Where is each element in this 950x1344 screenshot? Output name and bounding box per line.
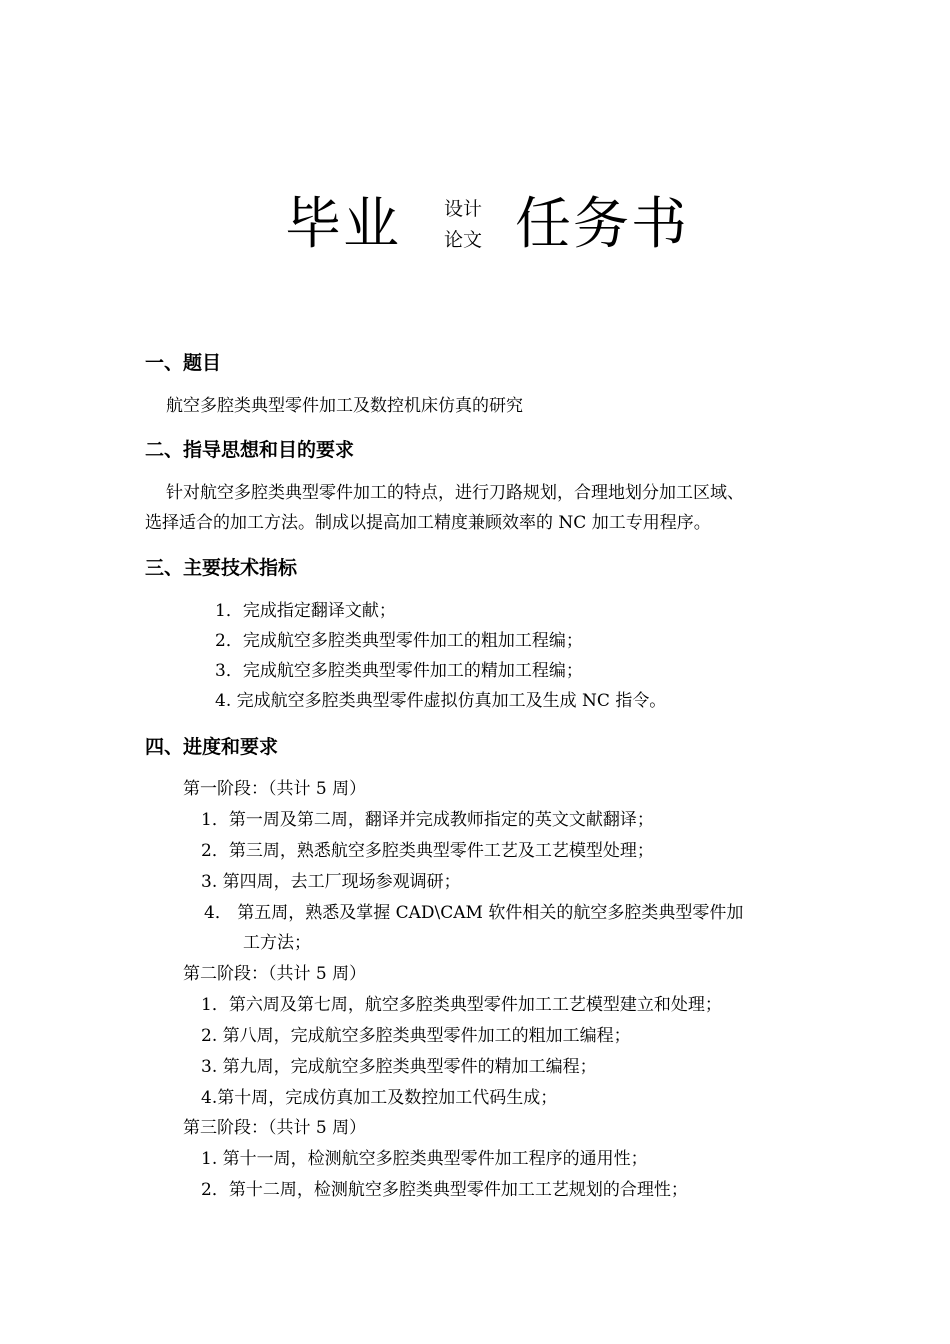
phase3-item: 1. 第十一周，检测航空多腔类典型零件加工程序的通用性； [201, 1149, 648, 1169]
phase3-label: 第三阶段：（共计 5 周） [183, 1118, 367, 1138]
indicator-item: 1．完成指定翻译文献； [215, 601, 396, 621]
phase1-item: 2．第三周，熟悉航空多腔类典型零件工艺及工艺模型处理； [201, 841, 654, 861]
phase1-item: 4． 第五周，熟悉及掌握 CAD\CAM 软件相关的航空多腔类典型零件加 [204, 903, 744, 923]
indicator-item: 2．完成航空多腔类典型零件加工的粗加工程编； [215, 631, 583, 651]
phase2-item: 4.第十周，完成仿真加工及数控加工代码生成； [201, 1088, 558, 1108]
phase2-item: 2. 第八周，完成航空多腔类典型零件加工的粗加工编程； [201, 1026, 631, 1046]
section-topic-text: 航空多腔类典型零件加工及数控机床仿真的研究 [166, 396, 523, 416]
section-topic-heading: 一、题目 [145, 352, 222, 374]
section-guidance-line1: 针对航空多腔类典型零件加工的特点，进行刀路规划，合理地划分加工区域、 [166, 483, 744, 503]
section-guidance-heading: 二、指导思想和目的要求 [145, 439, 355, 461]
phase2-item: 1．第六周及第七周，航空多腔类典型零件加工工艺模型建立和处理； [201, 995, 722, 1015]
phase1-item: 3. 第四周，去工厂现场参观调研； [201, 872, 461, 892]
indicator-item: 4. 完成航空多腔类典型零件虚拟仿真加工及生成 NC 指令。 [215, 691, 667, 711]
phase1-item: 1．第一周及第二周，翻译并完成教师指定的英文文献翻译； [201, 810, 654, 830]
phase2-label: 第二阶段：（共计 5 周） [183, 964, 367, 984]
indicator-item: 3．完成航空多腔类典型零件加工的精加工程编； [215, 661, 583, 681]
section-indicators-heading: 三、主要技术指标 [145, 557, 298, 579]
phase1-item-continuation: 工方法； [243, 933, 311, 953]
phase2-item: 3. 第九周，完成航空多腔类典型零件的精加工编程； [201, 1057, 597, 1077]
section-guidance-line2: 选择适合的加工方法。制成以提高加工精度兼顾效率的 NC 加工专用程序。 [145, 513, 711, 533]
title-stack-bottom: 论文 [444, 229, 483, 251]
title-stack-top: 设计 [444, 198, 483, 220]
section-schedule-heading: 四、进度和要求 [145, 736, 279, 758]
phase1-label: 第一阶段：（共计 5 周） [183, 779, 367, 799]
title-right: 任务书 [515, 192, 689, 257]
title-left: 毕业 [285, 192, 401, 257]
phase3-item: 2．第十二周，检测航空多腔类典型零件加工工艺规划的合理性； [201, 1180, 688, 1200]
